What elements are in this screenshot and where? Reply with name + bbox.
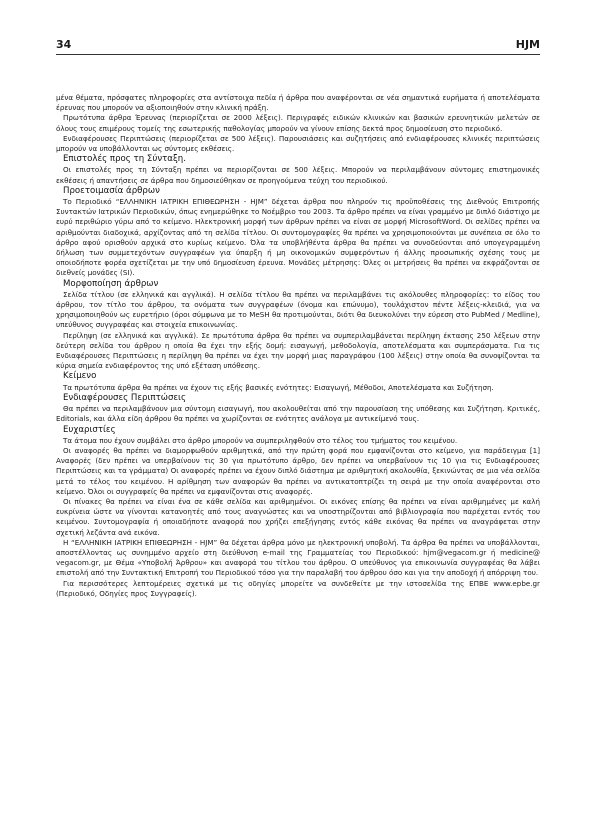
paragraph: μένα θέματα, πρόσφατες πληροφορίες στα αντίστοιχα πεδία ή άρθρα που αναφέρονται σε νέα σημαντικά ευρήματα ή αποτελέσματα έρευνας που μπορούν να αξιοποιηθούν στην κλινική πράξη.: [56, 93, 540, 113]
paragraph: Οι επιστολές προς τη Σύνταξη πρέπει να περιορίζονται σε 500 λέξεις. Μπορούν να περιλαμβάνουν σύντομες επιστημονικές εκθέσεις ή απαντήσεις σε άρθρα που δημοσιεύθηκαν σε προηγούμενα τεύχη του περιοδικού.: [56, 165, 540, 185]
section-heading: Κείμενο: [63, 371, 97, 382]
section-heading: Προετοιμασία άρθρων: [63, 185, 160, 196]
section: [56, 279, 540, 372]
section: [56, 371, 540, 392]
section: [56, 93, 540, 154]
paragraph: Το Περιοδικό “ΕΛΛΗΝΙΚΗ ΙΑΤΡΙΚΗ ΕΠΙΘΕΩΡΗΣΗ - HJM” δέχεται άρθρα που πληρούν τις προϋποθέσεις της Διεθνούς Επιτροπής Συντακτών Ιατρικών Περιοδικών, όπως ενημερώθηκε το Νοέμβριο του 2003. Τα άρθρο πρέπει να είναι γραμμένο με διπλό διάστιχο με ευρύ περιθώριο γύρω από το κείμενο. Ηλεκτρονική μορφή των άρθρων πρέπει να είναι σε μορφή MicrosoftWord. Οι σελίδες πρέπει να αριθμούνται διαδοχικά, αρχίζοντας από τη σελίδα τίτλου. Οι συντομογραφίες θα πρέπει να χρησιμοποιούνται με συνέπεια σε όλο το άρθρο αφού ορισθούν αρχικά στο κυρίως κείμενο. Όλα τα υποβλήθέντα άρθρα θα πρέπει να συνοδεύονται από υπογεγραμμένη δήλωση των συμμετεχόντων συγγραφέων για ύπαρξη ή μη οικονομικών συμφερόντων ή άλλης προσωπικής σχέσης τους με οποιοδήποτε φορέα σχετίζεται με την υπό δημοσίευση έρευνα. Μονάδες μέτρησης: Όλες οι μετρήσεις θα πρέπει να εκφράζονται σε διεθνείς μονάδες (SI).: [56, 197, 540, 278]
page-number: 34: [56, 38, 72, 51]
section-heading: Ενδιαφέρουσες Περιπτώσεις: [63, 392, 186, 403]
paragraph: Οι πίνακες θα πρέπει να είναι ένα σε κάθε σελίδα και αριθμημένοι. Οι εικόνες επίσης θα πρέπει να είναι αριθμημένες με καλή ευκρίνεια ώστε να γίνονται κατανοητές από τους αναγνώστες και να υποστηρίζονται από βιβλιογραφία που παρέχεται εντός του κειμένου. Συντομογραφία ή οποιαδήποτε αναφορά που χρήζει επεξήγησης εντός κάθε εικόνας θα πρέπει να αναγράφεται στην σχετική λεζάντα ανά εικόνα.: [56, 496, 540, 537]
section-heading: Μορφοποίηση άρθρων: [63, 278, 159, 289]
paragraph: Οι αναφορές θα πρέπει να διαμορφωθούν αριθμητικά, από την πρώτη φορά που εμφανίζονται στο κείμενο, για παράδειγμα [1] Αναφορές (δεν πρέπει να υπερβαίνουν τις 30 για πρωτότυπο άρθρο, δεν πρέπει να υπερβαίνουν τις 10 για τις Ενδιαφέρουσες Περιπτώσεις και τα γράμματα) Οι αναφορές πρέπει να έχουν διπλό διάστημα με αριθμητική ακολουθία, ξεκινώντας σε μια νέα σελίδα μετά το τέλος του κειμένου. Η αρίθμηση των αναφορών θα πρέπει να αντικατοπτρίζει τη σειρά με την οποία αναφέρονται στο κείμενο. Όλοι οι συγγραφείς θα πρέπει να εμφανίζονται στις αναφορές.: [56, 445, 540, 496]
section: [56, 154, 540, 186]
journal-abbreviation: HJM: [515, 38, 540, 51]
section-heading: Επιστολές προς τη Σύνταξη.: [63, 154, 186, 165]
section: [56, 425, 540, 599]
paragraph: Η “ΕΛΛΗΝΙΚΗ ΙΑΤΡΙΚΗ ΕΠΙΘΕΩΡΗΣΗ - HJM” θα δέχεται άρθρα μόνο με ηλεκτρονική υποβολή. Τα άρθρα θα πρέπει να υποβάλλονται, αποστέλλοντας ως συνημμένο αρχείο στη διεύθυνση e-mail της Γραμματείας του Περιοδικού: hjm@vegacom.gr ή medicine@ vegacom.gr, με Θέμα «Υποβολή Άρθρου» και αναφορά του τίτλου του άρθρου. Ο υπεύθυνος για επικοινωνία συγγραφέας θα λάβει επιστολή από την Συντακτική Επιτροπή του Περιοδικού τόσο για την παραλαβή του άρθρου όσο και για την αποδοχή ή απόρριψη του.: [56, 537, 540, 578]
section: [56, 393, 540, 425]
paragraph: Σελίδα τίτλου (σε ελληνικά και αγγλικά). Η σελίδα τίτλου θα πρέπει να περιλαμβάνει τις ακόλουθες πληροφορίες: το είδος του άρθρου, τον τίτλο του άρθρου, τα ονόματα των συγγραφέων (όνομα και επώνυμο), τουλάχιστον πέντε λέξεις-κλειδιά, για να χρησιμοποιηθούν ως ευρετήριο (όροι σύμφωνα με το MeSH θα προτιμούνται, διότι θα διευκολύνει την εύρεση στο PubMed / Medline), υπεύθυνος συγγραφέας και στοιχεία επικοινωνίας.: [56, 289, 540, 330]
article-body: [56, 93, 540, 599]
section: [56, 186, 540, 279]
paragraph: Θα πρέπει να περιλαμβάνουν μια σύντομη εισαγωγή, που ακολουθείται από την παρουσίαση της υπόθεσης και Συζήτηση. Κριτικές, Editorials, και άλλα είδη άρθρου θα πρέπει να χωρίζονται σε ενότητες ανάλογα με αντικείμενό τους.: [56, 404, 540, 424]
paragraph: Πρωτότυπα άρθρα Έρευνας (περιορίζεται σε 2000 λέξεις). Περιγραφές ειδικών κλινικών και βασικών ερευνητικών μελετών σε όλους τους επιμέρους τομείς της εσωτερικής παθολογίας μπορούν να γίνουν επίσης δεκτά προς δημοσίευση στο περιοδικό.: [56, 113, 540, 133]
paragraph: Τα πρωτότυπα άρθρα θα πρέπει να έχουν τις εξής βασικές ενότητες: Εισαγωγή, Μέθοδοι, Αποτελέσματα και Συζήτηση.: [63, 382, 494, 392]
paragraph: Ενδιαφέρουσες Περιπτώσεις (περιορίζεται σε 500 λέξεις). Παρουσιάσεις και συζητήσεις από ενδιαφέρουσες κλινικές περιπτώσεις μπορούν να υποβάλλονται ως σύντομες εκθέσεις.: [56, 133, 540, 154]
section-heading: Ευχαριστίες: [63, 424, 116, 435]
header-rule: [56, 54, 540, 55]
paragraph: Περίληψη (σε ελληνικά και αγγλικά). Σε πρωτότυπα άρθρα θα πρέπει να συμπεριλαμβάνεται περίληψη έκτασης 250 λέξεων στην δεύτερη σελίδα του άρθρου η οποία θα έχει την εξής δομή: εισαγωγή, μεθοδολογία, αποτελέσματα και συμπεράσματα. Για τις Ενδιαφέρουσες Περιπτώσεις η περίληψη θα πρέπει να έχει την μορφή μιας παραγράφου (100 λέξεις) στην οποία θα συνοψίζονται τα κύρια σημεία ενδιαφέροντος της υπό εξέταση υπόθεσης.: [56, 330, 540, 371]
paragraph: Τα άτομα που έχουν συμβάλει στο άρθρο μπορούν να συμπεριληφθούν στο τέλος του τμήματος του κειμένου.: [63, 435, 458, 445]
paragraph: Για περισσότερες λεπτομέρειες σχετικά με τις οδηγίες μπορείτε να συνδεθείτε με την ιστοσελίδα της ΕΠΒΕ www.epbe.gr (Περιοδικό, Οδηγίες προς Συγγραφείς).: [56, 578, 540, 598]
